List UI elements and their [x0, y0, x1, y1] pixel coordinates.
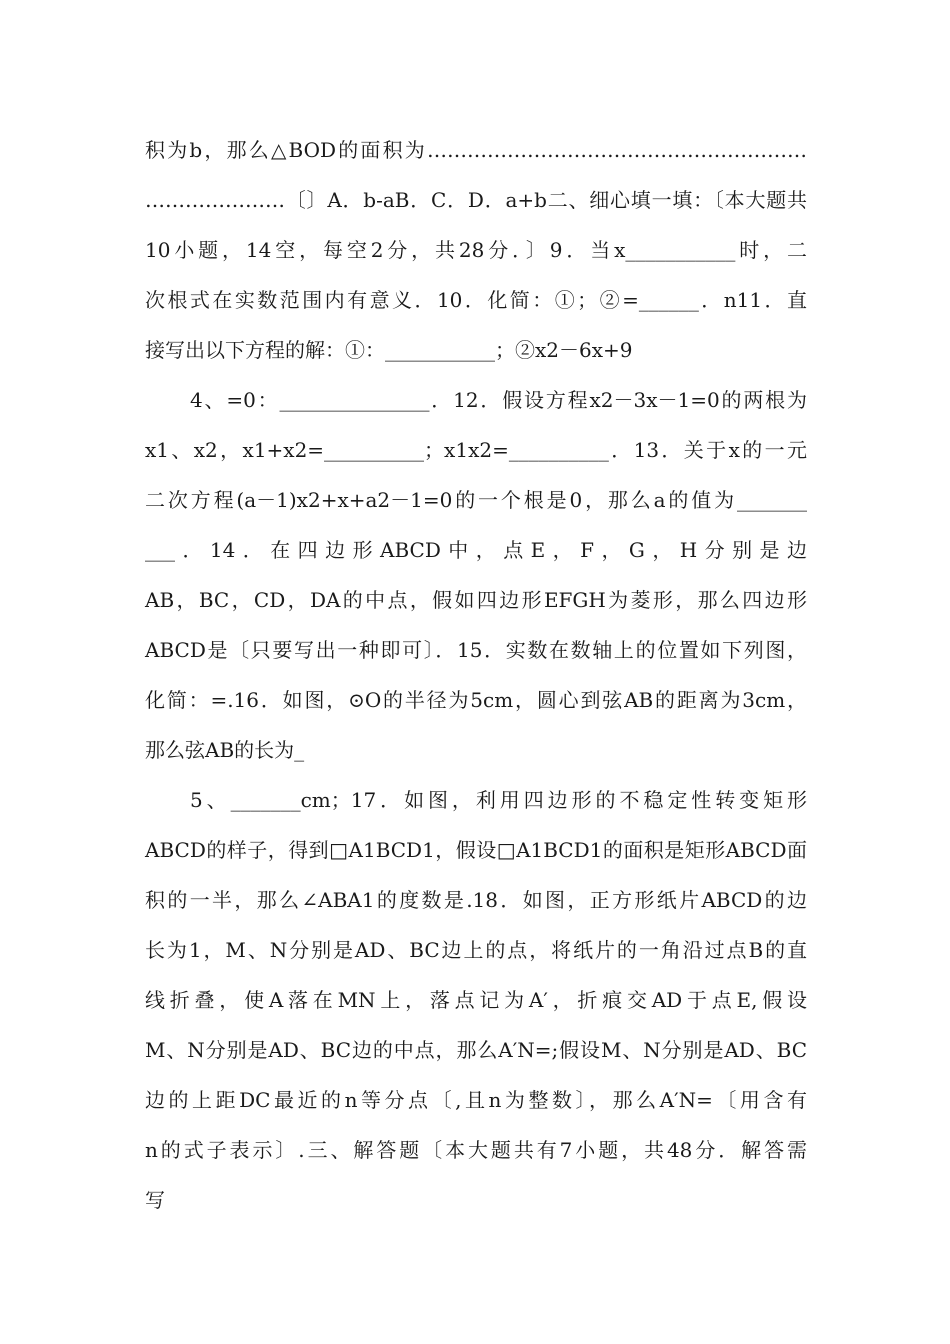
- text-line: 积为b，那么△BOD的面积为…………………………………………………: [145, 138, 807, 162]
- text-line: ABCD的样子，得到□A1BCD1，假设□A1BCD1的面积是矩形ABCD面: [145, 838, 807, 862]
- text-line: …………………〔〕A．b-aB．C．D．a+b二、细心填一填：〔本大题共: [145, 188, 807, 212]
- text-line: 化简：=.16．如图，⊙O的半径为5cm，圆心到弦AB的距离为3cm，: [145, 688, 807, 712]
- text-line: 写: [145, 1188, 165, 1212]
- text-line: M、N分别是AD、BC边的中点，那么A′N=;假设M、N分别是AD、BC: [145, 1038, 807, 1062]
- text-line: 二次方程(a－1)x2+x+a2－1=0的一个根是0，那么a的值为_______: [145, 488, 807, 512]
- text-line: n的式子表示〕.三、解答题〔本大题共有7小题，共48分．解答需: [145, 1138, 807, 1162]
- text-line: 5、_______cm；17．如图，利用四边形的不稳定性转变矩形: [190, 788, 807, 812]
- text-line: 10小题，14空，每空2分，共28分．〕9．当x___________时，二: [145, 238, 807, 262]
- text-line: 接写出以下方程的解：①：___________；②x2－6x+9: [145, 338, 633, 362]
- text-line: 那么弦AB的长为_: [145, 738, 305, 762]
- text-line: AB，BC，CD，DA的中点，假如四边形EFGH为菱形，那么四边形: [145, 588, 807, 612]
- text-line: ABCD是〔只要写出一种即可〕．15．实数在数轴上的位置如下列图，: [145, 638, 807, 662]
- text-line: 次根式在实数范围内有意义．10．化简：①；②=______．n11．直: [145, 288, 807, 312]
- text-line: 边的上距DC最近的n等分点〔,且n为整数〕，那么A′N=〔用含有: [145, 1088, 807, 1112]
- text-line: 线折叠，使A落在MN上，落点记为A′，折痕交AD于点E,假设: [145, 988, 807, 1012]
- text-line: 长为1，M、N分别是AD、BC边上的点，将纸片的一角沿过点B的直: [145, 938, 807, 962]
- text-line: x1、x2，x1+x2=__________；x1x2=__________．13．关于x的一元: [145, 438, 807, 462]
- text-line: 积的一半，那么∠ABA1的度数是.18．如图，正方形纸片ABCD的边: [145, 888, 807, 912]
- text-line: ___．14．在四边形ABCD中，点E，F，G，H分别是边: [145, 538, 807, 562]
- text-line: 4、=0：_______________．12．假设方程x2－3x－1=0的两根为: [190, 388, 807, 412]
